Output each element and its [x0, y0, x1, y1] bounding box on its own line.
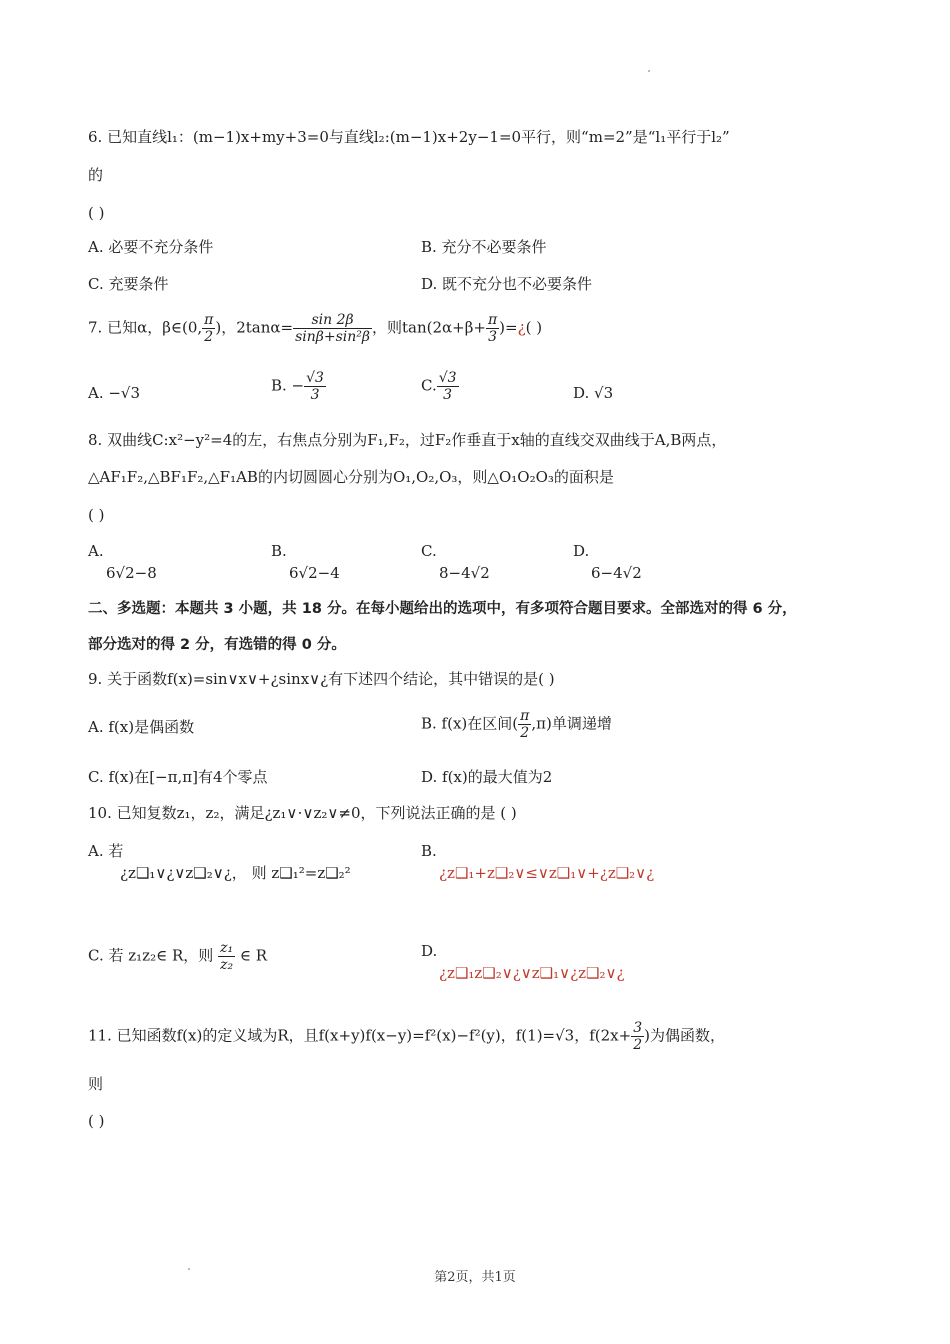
q10-option-b[interactable] — [421, 840, 654, 884]
q7-c-label: C. — [421, 376, 437, 395]
q10-c-frac — [218, 940, 235, 973]
q11-frac — [631, 1020, 644, 1053]
q7-frac-sin — [293, 312, 372, 345]
q7-c-num: √3 — [438, 370, 457, 386]
q8-option-b[interactable] — [271, 540, 340, 584]
q10-b-value: ¿z❑₁+z❑₂∨≤∨z❑₁∨+¿z❑₂∨¿ — [439, 864, 655, 882]
q8-d-value: 6−4√2 — [591, 564, 642, 582]
q9-b-pi: π — [520, 708, 530, 724]
q10-c-post: ∈ R — [239, 946, 268, 965]
q6-stem: 6. 已知直线l₁：(m−1)x+my+3=0与直线l₂:(m−1)x+2y−1=0平行，则“m=2”是“l₁平行于l₂” — [88, 128, 730, 146]
q7-c-frac — [437, 370, 459, 403]
q8-d-label: D. — [573, 542, 590, 560]
q7-frac-pi-2 — [202, 312, 215, 345]
q8-c-label: C. — [421, 542, 437, 560]
q7-paren: ( ) — [525, 318, 543, 337]
q10-option-c[interactable] — [88, 940, 267, 973]
q6-option-a[interactable]: A. 必要不充分条件 — [88, 238, 214, 256]
q7-frac-pi2: π — [487, 312, 498, 328]
q10-b-pre: B. — [421, 842, 437, 860]
q10-stem: 10. 已知复数z₁，z₂，满足¿z₁∨⋅∨z₂∨≠0，下列说法正确的是 ( ) — [88, 804, 517, 822]
q8-b-value: 6√2−4 — [289, 564, 340, 582]
q8-paren: ( ) — [88, 506, 105, 524]
q10-d-value: ¿z❑₁z❑₂∨¿∨z❑₁∨¿z❑₂∨¿ — [439, 964, 625, 982]
q11-frac-den: 2 — [633, 1037, 643, 1053]
q7-frac-two: 2 — [204, 329, 214, 345]
q8-option-a[interactable] — [88, 540, 157, 584]
q9-option-a[interactable]: A. f(x)是偶函数 — [88, 718, 195, 736]
q10-a-then: 则 — [251, 864, 267, 882]
q9-b-post: ,π)单调递增 — [531, 714, 612, 733]
q9-stem: 9. 关于函数f(x)=sin∨x∨+¿sinx∨¿有下述四个结论，其中错误的是( ) — [88, 670, 555, 688]
q8-b-label: B. — [271, 542, 287, 560]
q9-b-two: 2 — [520, 725, 530, 741]
q7-stem-end: )= — [499, 318, 518, 337]
q7-stem-mid: )，2tanα= — [215, 318, 294, 337]
q7-frac-three: 3 — [488, 329, 498, 345]
q7-garble: ¿ — [517, 318, 526, 337]
q8-option-c[interactable] — [421, 540, 490, 584]
q7-b-num: √3 — [306, 370, 324, 386]
q10-c-num: z₁ — [220, 940, 234, 956]
q11-stem-pre: 11. 已知函数f(x)的定义域为R，且f(x+y)f(x−y)=f²(x)−f²(y)，f(1)=√3，f(2x+ — [88, 1026, 632, 1045]
q9-b-frac — [518, 708, 531, 741]
q7-b-label: B. − — [271, 376, 305, 395]
q9-option-d[interactable]: D. f(x)的最大值为2 — [421, 768, 553, 786]
q10-a-pre: A. 若 — [88, 842, 124, 860]
q6-paren: ( ) — [88, 204, 105, 222]
q7-frac-pi: π — [204, 312, 214, 328]
q11-stem-cont: 则 — [88, 1075, 104, 1093]
q11-stem — [88, 1020, 725, 1053]
q7-stem-pre: 7. 已知α，β∈(0, — [88, 318, 203, 337]
q10-d-pre: D. — [421, 942, 438, 960]
q8-option-d[interactable] — [573, 540, 642, 584]
section2-heading: 二、多选题：本题共 3 小题，共 18 分。在每小题给出的选项中，有多项符合题目要求。全部选对的得 6 分， — [88, 601, 797, 617]
q7-option-c[interactable] — [421, 370, 459, 403]
q7-stem-post: ，则tan(2α+β+ — [371, 318, 486, 337]
q6-option-d[interactable]: D. 既不充分也不必要条件 — [421, 275, 593, 293]
q7-c-den: 3 — [443, 387, 453, 403]
q6-option-c[interactable]: C. 充要条件 — [88, 275, 169, 293]
q6-stem-cont: 的 — [88, 166, 104, 184]
q7-b-den: 3 — [310, 387, 320, 403]
q9-option-c[interactable]: C. f(x)在[−π,π]有4个零点 — [88, 768, 268, 786]
q10-c-pre: C. 若 — [88, 946, 124, 965]
q7-option-d[interactable]: D. √3 — [573, 384, 614, 402]
q11-paren: ( ) — [88, 1112, 105, 1130]
q10-option-d[interactable] — [421, 940, 625, 984]
q9-b-pre: B. f(x)在区间( — [421, 714, 519, 733]
q7-stem — [88, 312, 542, 345]
q10-c-mid: z₁z₂∈ R — [128, 946, 184, 965]
q7-option-b[interactable] — [271, 370, 326, 403]
q10-a-mid: ¿z❑₁∨¿∨z❑₂∨¿， — [120, 864, 247, 882]
q8-a-label: A. — [88, 542, 104, 560]
q11-frac-num: 3 — [633, 1020, 643, 1036]
q7-frac-den: sinβ+sin²β — [295, 329, 370, 345]
q8-c-value: 8−4√2 — [439, 564, 490, 582]
q6-option-b[interactable]: B. 充分不必要条件 — [421, 238, 547, 256]
q10-a-post: z❑₁²=z❑₂² — [271, 864, 351, 882]
q7-frac-pi-3 — [486, 312, 499, 345]
q8-stem-cont: △AF₁F₂,△BF₁F₂,△F₁AB的内切圆圆心分别为O₁,O₂,O₃，则△O₁O₂O₃的面积是 — [88, 468, 614, 486]
q11-stem-post: )为偶函数， — [644, 1026, 725, 1045]
q7-b-frac — [304, 370, 326, 403]
q10-option-a[interactable] — [88, 840, 351, 884]
q10-c-then: ，则 — [183, 946, 214, 965]
q8-stem: 8. 双曲线C:x²−y²=4的左，右焦点分别为F₁,F₂，过F₂作垂直于x轴的直线交双曲线于A,B两点， — [88, 431, 727, 449]
page-footer: 第2页，共1页 — [434, 1270, 516, 1285]
q7-frac-num: sin 2β — [293, 312, 372, 329]
q8-a-value: 6√2−8 — [106, 564, 157, 582]
section2-heading-cont: 部分选对的得 2 分，有选错的得 0 分。 — [88, 637, 346, 653]
q10-c-den: z₂ — [220, 957, 234, 973]
q9-option-b[interactable] — [421, 708, 612, 741]
q7-option-a[interactable]: A. −√3 — [88, 384, 141, 402]
